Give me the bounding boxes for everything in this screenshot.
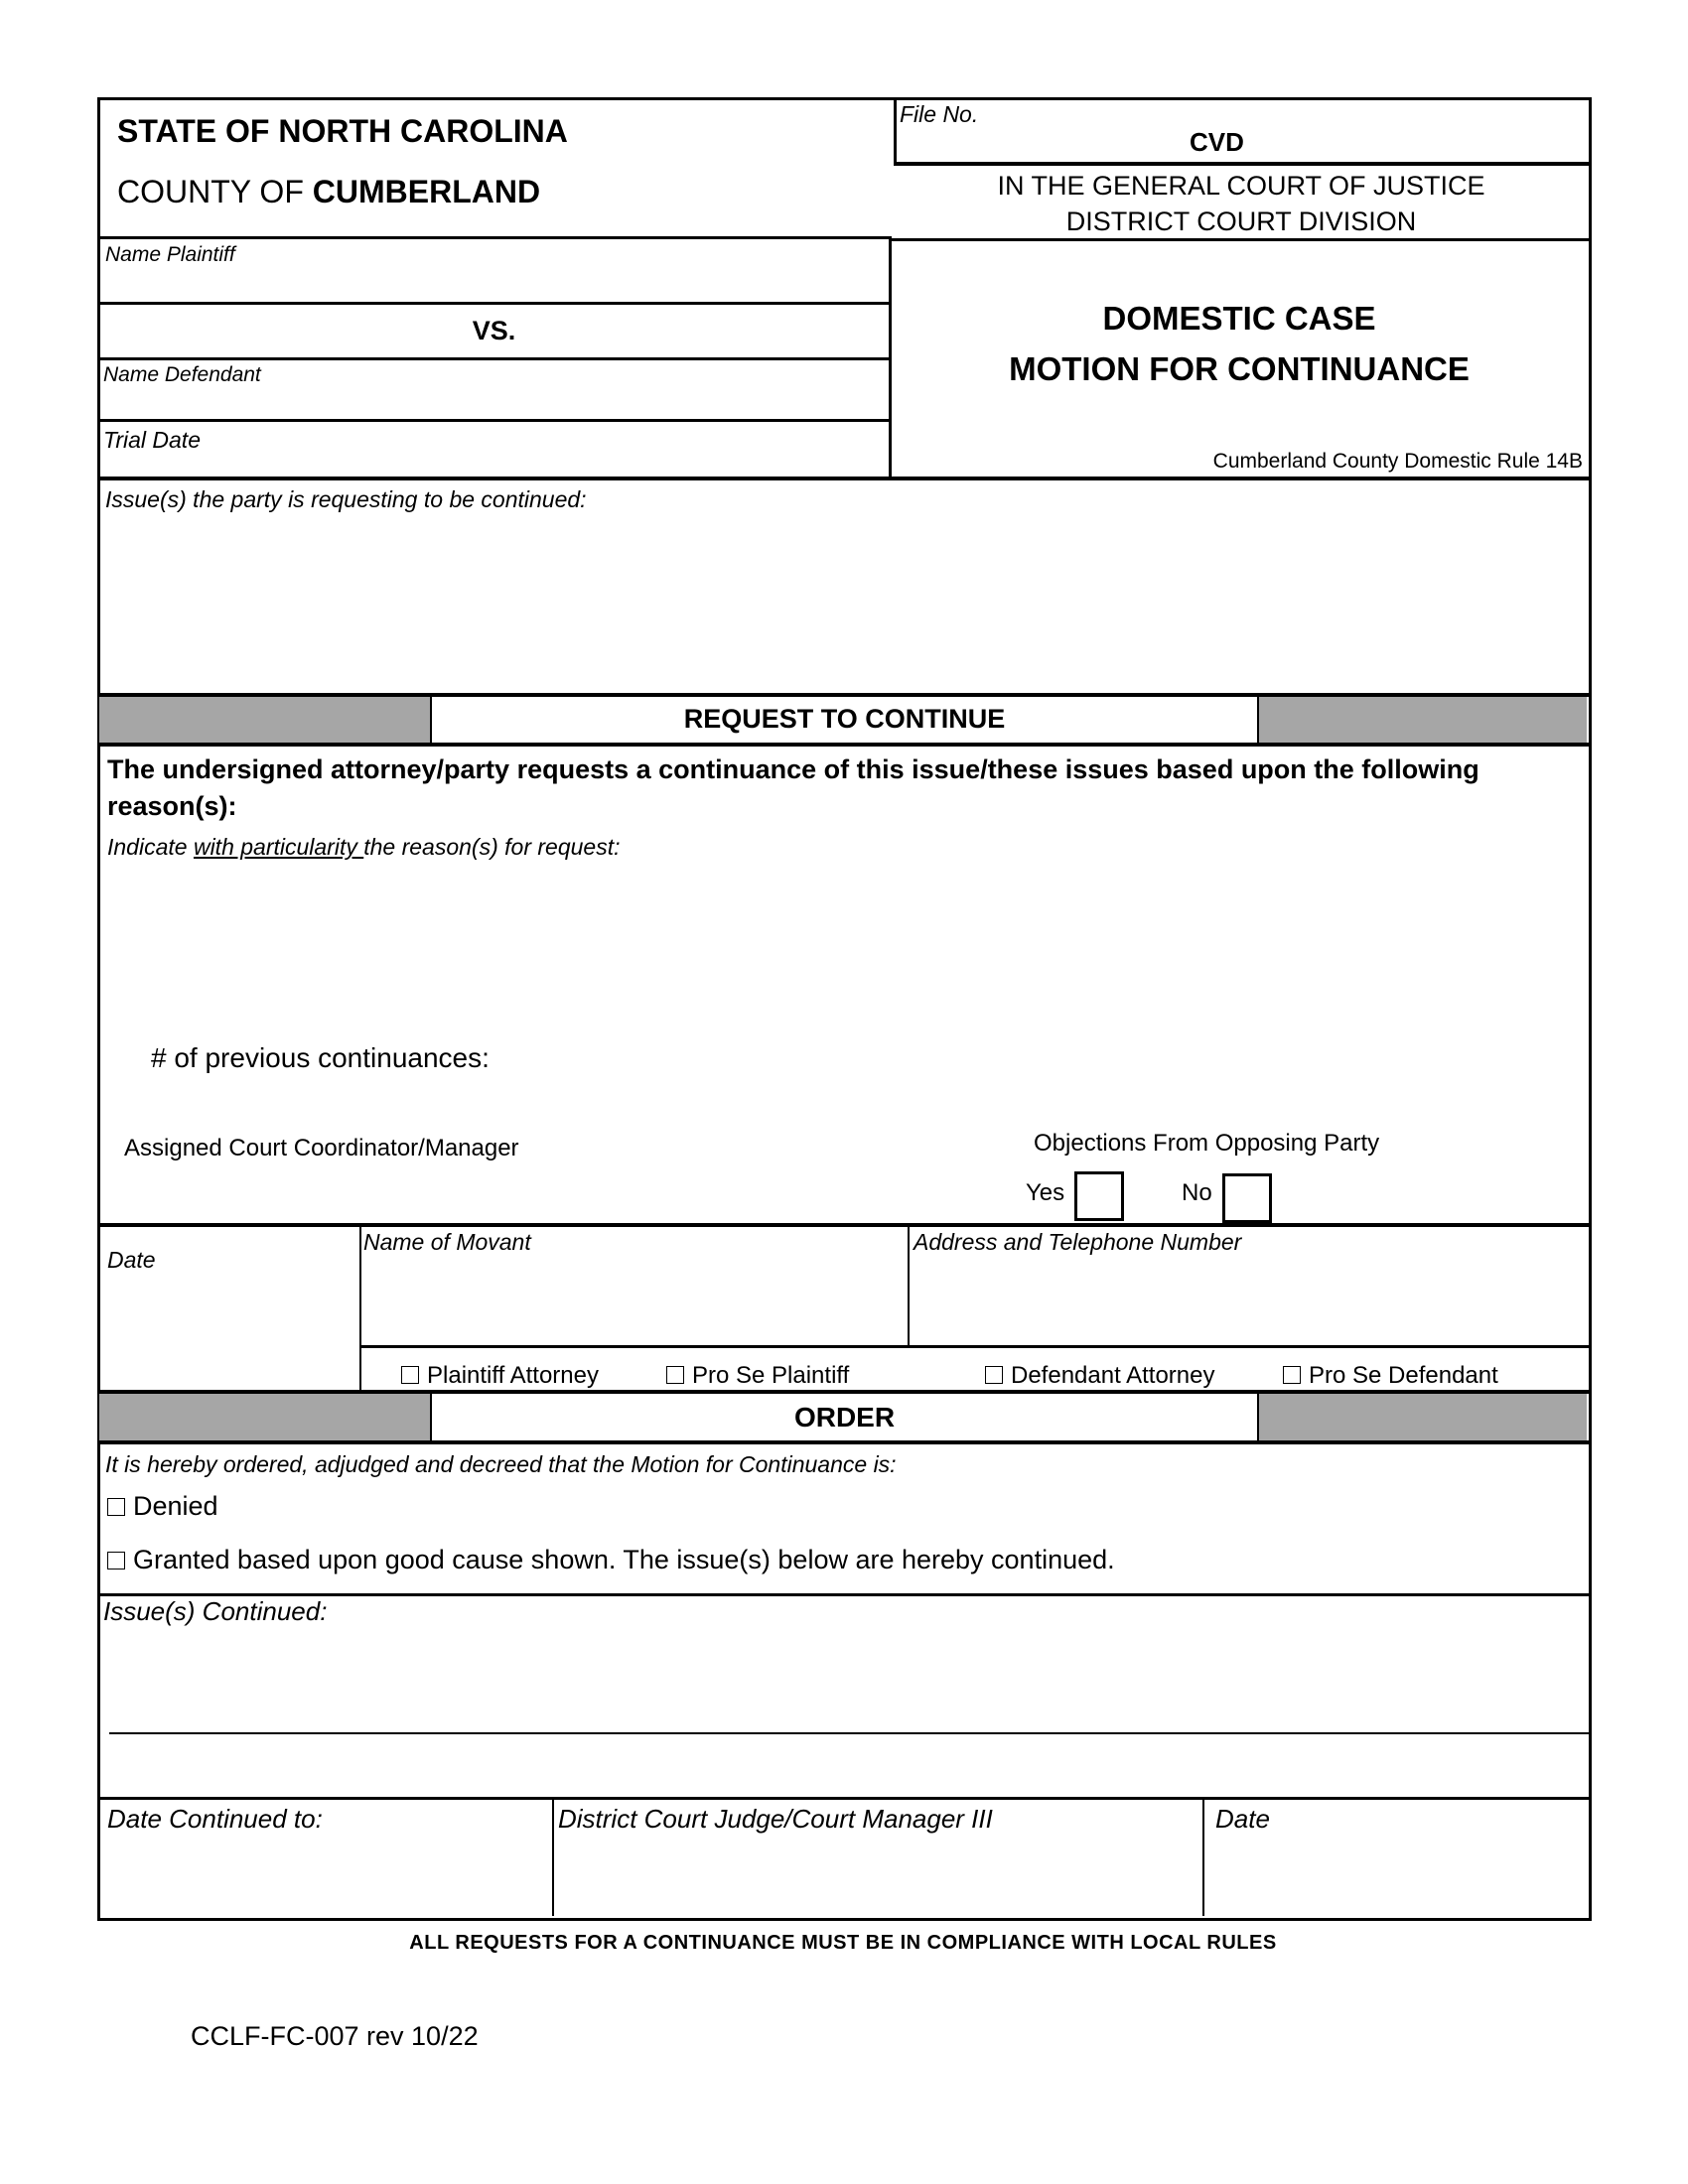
option-pro-se-defendant[interactable] (1283, 1362, 1498, 1390)
date-continued-label: Date Continued to: (107, 1804, 323, 1834)
request-statement: The undersigned attorney/party requests a continuance of this issue/these issues based upon the following reason(s): (107, 754, 1479, 821)
form-title-line-2: MOTION FOR CONTINUANCE (1009, 350, 1470, 387)
order-date-label: Date (1215, 1804, 1270, 1834)
section-bar-left (99, 1394, 430, 1440)
previous-continuances-label: # of previous continuances: (151, 1042, 490, 1073)
option-label: Pro Se Defendant (1309, 1362, 1498, 1389)
judge-label: District Court Judge/Court Manager III (558, 1804, 993, 1834)
defendant-name-field[interactable] (99, 389, 889, 419)
granted-label: Granted based upon good cause shown. The issue(s) below are hereby continued. (133, 1545, 1115, 1574)
court-line-1: IN THE GENERAL COURT OF JUSTICE (997, 171, 1485, 201)
checkbox-icon (107, 1552, 125, 1570)
movant-name-label: Name of Movant (363, 1229, 531, 1255)
court-line-2: DISTRICT COURT DIVISION (1065, 206, 1417, 236)
defendant-label: Name Defendant (103, 363, 261, 386)
divider (97, 1223, 1589, 1227)
granted-option[interactable] (107, 1545, 1115, 1575)
file-no-value[interactable]: CVD (1190, 127, 1244, 157)
no-label: No (1182, 1179, 1212, 1206)
option-label: Pro Se Plaintiff (692, 1362, 850, 1389)
state-heading: STATE OF NORTH CAROLINA (117, 113, 568, 149)
divider (97, 302, 892, 305)
writing-line (109, 1732, 1589, 1734)
divider (908, 1225, 910, 1346)
date-label: Date (107, 1247, 156, 1273)
option-label: Defendant Attorney (1011, 1362, 1215, 1389)
divider (359, 1345, 1589, 1348)
issues-continued-label: Issue(s) Continued: (103, 1596, 328, 1626)
indicate-reasons-label (107, 834, 620, 861)
divider (97, 357, 892, 360)
address-label: Address and Telephone Number (914, 1229, 1242, 1255)
file-no-label: File No. (900, 101, 979, 127)
indicate-prefix: Indicate (107, 834, 194, 860)
objections-label: Objections From Opposing Party (1034, 1130, 1380, 1157)
plaintiff-name-field[interactable] (99, 268, 889, 302)
compliance-notice: ALL REQUESTS FOR A CONTINUANCE MUST BE IN COMPLIANCE WITH LOCAL RULES (409, 1932, 1277, 1954)
trial-date-field[interactable] (258, 427, 884, 475)
section-bar-right (1259, 1394, 1587, 1440)
coordinator-label: Assigned Court Coordinator/Manager (124, 1135, 519, 1161)
order-heading: ORDER (793, 1402, 896, 1433)
rule-reference: Cumberland County Domestic Rule 14B (1212, 450, 1583, 473)
vs-label: VS. (472, 316, 516, 345)
checkbox-icon (1283, 1366, 1301, 1384)
divider (894, 162, 1589, 166)
divider (97, 1440, 1589, 1444)
denied-option[interactable] (107, 1491, 218, 1522)
issues-field[interactable] (103, 516, 1583, 690)
county-heading (117, 174, 540, 210)
reasons-field[interactable] (103, 864, 1583, 1032)
checkbox-icon (985, 1366, 1003, 1384)
issues-continued-field[interactable] (107, 1628, 1582, 1787)
divider (97, 743, 1589, 747)
plaintiff-label: Name Plaintiff (105, 243, 235, 266)
option-defendant-attorney[interactable] (985, 1362, 1214, 1390)
option-label: Plaintiff Attorney (427, 1362, 599, 1389)
objections-yes-checkbox[interactable] (1074, 1171, 1124, 1221)
indicate-suffix: the reason(s) for request: (363, 834, 621, 860)
divider (894, 97, 897, 165)
objections-no-checkbox[interactable] (1222, 1173, 1272, 1223)
form-title-line-1: DOMESTIC CASE (1102, 300, 1376, 337)
checkbox-icon (666, 1366, 684, 1384)
denied-label: Denied (133, 1491, 218, 1521)
option-plaintiff-attorney[interactable] (401, 1362, 599, 1390)
yes-label: Yes (1026, 1179, 1065, 1206)
request-heading: REQUEST TO CONTINUE (683, 704, 1006, 734)
section-bar-right (1259, 697, 1587, 743)
divider (97, 477, 1589, 480)
divider (97, 236, 892, 239)
divider (97, 1797, 1589, 1800)
section-bar-left (99, 697, 430, 743)
option-pro-se-plaintiff[interactable] (666, 1362, 849, 1390)
divider (97, 419, 892, 422)
divider (890, 238, 1589, 241)
checkbox-icon (107, 1498, 125, 1516)
divider (1257, 1394, 1259, 1440)
issues-label: Issue(s) the party is requesting to be continued: (105, 486, 587, 512)
checkbox-icon (401, 1366, 419, 1384)
divider (359, 1225, 361, 1390)
divider (1257, 697, 1259, 743)
divider (1202, 1799, 1204, 1916)
county-prefix: COUNTY OF (117, 174, 313, 209)
indicate-underlined: with particularity (193, 834, 364, 860)
trial-date-label: Trial Date (103, 427, 201, 453)
county-name: CUMBERLAND (312, 174, 541, 209)
order-statement: It is hereby ordered, adjudged and decreed that the Motion for Continuance is: (105, 1451, 897, 1477)
divider (552, 1799, 554, 1916)
form-number: CCLF-FC-007 rev 10/22 (191, 2021, 479, 2051)
